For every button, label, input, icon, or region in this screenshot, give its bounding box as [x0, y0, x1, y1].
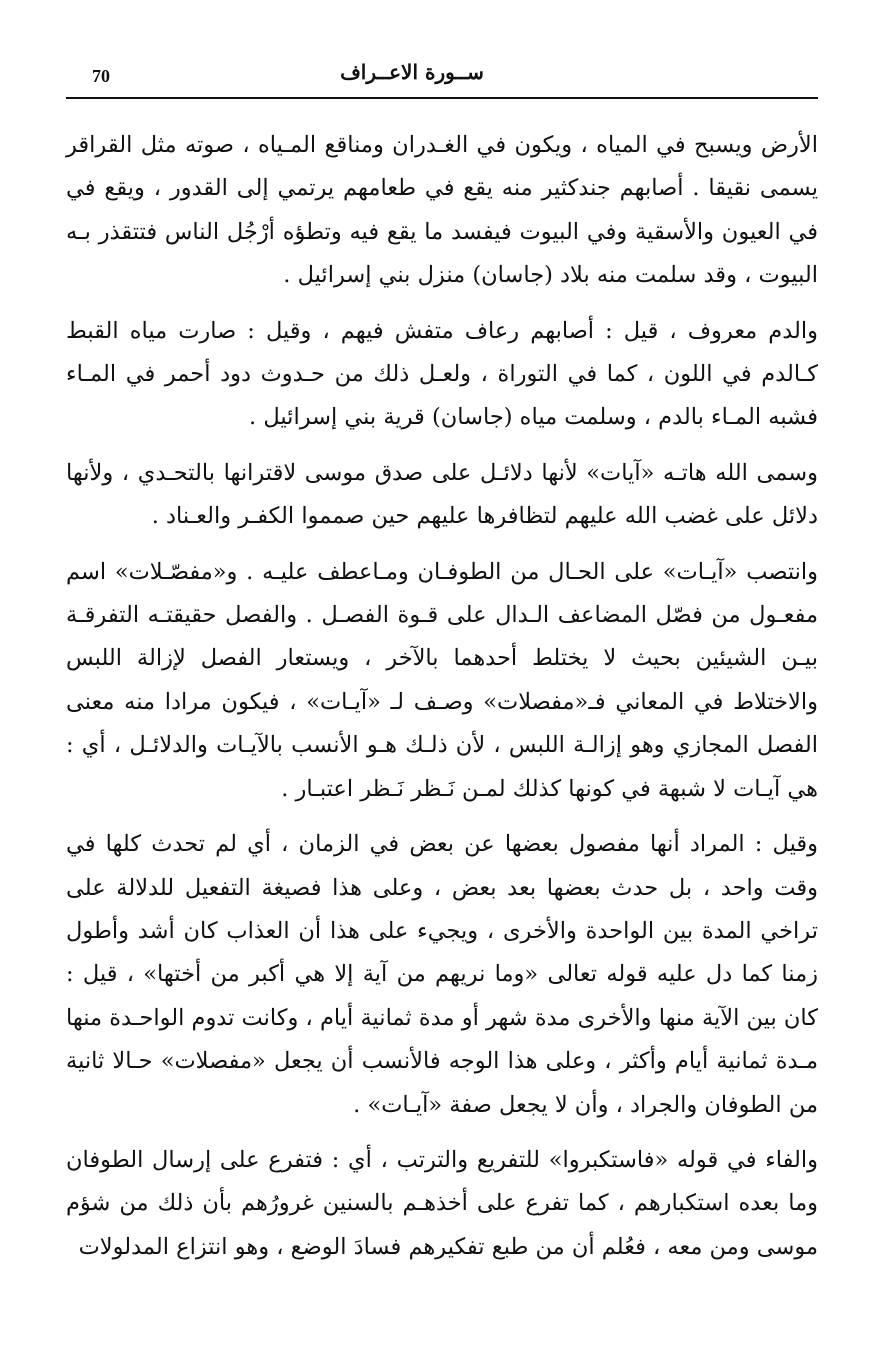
running-title: ســورة الاعــراف [340, 60, 484, 84]
paragraph: وسمى الله هاتـه «آيات» لأنها دلائـل على صدق موسى لاقترانها بالتحـدي ، ولأنها دلائل على غضب الله عليهم لتظافرها عليهم حين صمموا الكفـر والعـناد . [66, 459, 818, 530]
page-header [66, 58, 818, 90]
header-divider [66, 97, 818, 99]
paragraph: وقيل : المراد أنها مفصول بعضها عن بعض في الزمان ، أي لم تحدث كلها في وقت واحد ، بل حدث بعضها بعد بعض ، وعلى هذا فصيغة التفعيل للدلالة على تراخي المدة بين الواحدة والأخرى ، ويجيء على هذا أن العذاب كان أشد وأطول زمنا كما دل عليه قوله تعالى «وما نريهم من آية إلا هي أكبر من أختها» ، قيل : كان بين الآية منها والأخرى مدة شهر أو مدة ثمانية أيام ، وكانت تدوم الواحـدة منها مـدة ثمانية أيام وأكثر ، وعلى هذا الوجه فالأنسب أن يجعل «مفصلات» حـالا ثانية من الطوفان والجراد ، وأن لا يجعل صفة «آيـات» . [66, 831, 818, 1118]
paragraph: والفاء في قوله «فاستكبروا» للتفريع والترتب ، أي : فتفرع على إرسال الطوفان وما بعده استكبارهم ، كما تفرع على أخذهـم بالسنين غرورُهم بأن ذلك من شؤم موسى ومن معه ، فعُلم أن من طبع تفكيرهم فسادَ الوضع ، وهو انتزاع المدلولات [66, 1146, 818, 1260]
paragraph: والدم معروف ، قيل : أصابهم رعاف متفش فيهم ، وقيل : صارت مياه القبط كـالدم في اللون ، كما في التوراة ، ولعـل ذلك من حـدوث دود أحمر في المـاء فشبه المـاء بالدم ، وسلمت مياه (جاسان) قرية بني إسرائيل . [66, 317, 818, 431]
page-number: 70 [92, 66, 110, 86]
body-text [66, 124, 818, 1281]
paragraph: وانتصب «آيـات» على الحـال من الطوفـان ومـاعطف عليـه . و«مفصّـلات» اسم مفعـول من فصّل المضاعف الـدال على قـوة الفصـل . والفصل حقيقتـه التفرقـة بيـن الشيئين بحيث لا يختلط أحدهما بالآخر ، ويستعار الفصل لإزالة اللبس والاختلاط في المعاني فـ«مفصلات» وصـف لـ «آيـات» ، فيكون مرادا منه معنى الفصل المجازي وهو إزالـة اللبس ، لأن ذلـك هـو الأنسب بالآيـات والدلائـل ، أي : هي آيـات لا شبهة في كونها كذلك لمـن نَـظر نَـظر اعتبـار . [66, 558, 818, 802]
paragraph: الأرض ويسبح في المياه ، ويكون في الغـدران ومناقع المـياه ، صوته مثل القراقر يسمى نقيقا . أصابهم جندكثير منه يقع في طعامهم يرتمي إلى القدور ، ويقع في في العيون والأسقية وفي البيوت فيفسد ما يقع فيه وتطؤه أرْجُل الناس فتتقذر بـه البيوت ، وقد سلمت منه بلاد (جاسان) منزل بني إسرائيل . [66, 132, 818, 289]
